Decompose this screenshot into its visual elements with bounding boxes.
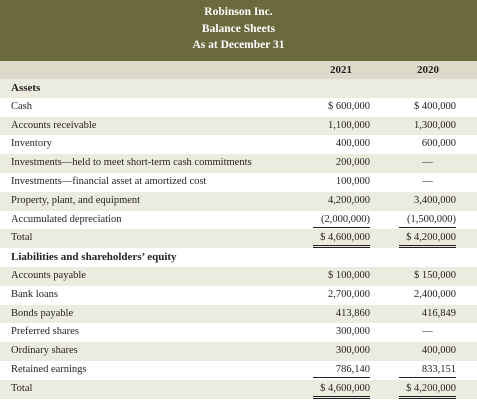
- table-row: [0, 305, 477, 324]
- table-row: [0, 323, 477, 342]
- value-2020: 1,300,000: [414, 119, 456, 131]
- value-2021: $ 4,600,000: [313, 383, 370, 399]
- row-label: Preferred shares: [11, 326, 79, 338]
- row-label: Bonds payable: [11, 307, 74, 319]
- table-row: [0, 286, 477, 305]
- section-heading-row: [0, 248, 477, 267]
- value-2021: 786,140: [313, 364, 370, 378]
- row-label: Investments—held to meet short-term cash commitments: [11, 157, 252, 169]
- value-2021: $ 600,000: [328, 100, 370, 112]
- value-2020: (1,500,000): [399, 214, 456, 228]
- table-row: [0, 117, 477, 136]
- section-heading-row: [0, 79, 477, 98]
- value-2020: $ 4,200,000: [399, 383, 456, 399]
- balance-sheet-rows: [0, 79, 477, 399]
- table-row: [0, 173, 477, 192]
- value-2020: $ 150,000: [414, 269, 456, 281]
- value-2020: $ 400,000: [414, 100, 456, 112]
- value-2021: 400,000: [335, 138, 370, 150]
- value-2020: 2,400,000: [414, 288, 456, 300]
- statement-date: As at December 31: [192, 39, 285, 51]
- value-2021: $ 100,000: [328, 269, 370, 281]
- row-label: Inventory: [11, 138, 52, 150]
- section-heading: Liabilities and shareholders’ equity: [11, 251, 177, 264]
- value-2021: 200,000: [335, 157, 370, 169]
- statement-title: Balance Sheets: [201, 22, 276, 35]
- value-2021: $ 4,600,000: [313, 232, 370, 248]
- value-2020: $ 4,200,000: [399, 232, 456, 248]
- row-label: Accumulated depreciation: [11, 213, 122, 225]
- row-label: Ordinary shares: [11, 345, 78, 357]
- row-label: Investments—financial asset at amortized cost: [11, 175, 207, 187]
- value-2021: 413,860: [335, 307, 370, 319]
- table-row: [0, 380, 477, 399]
- table-row: [0, 192, 477, 211]
- row-label: Retained earnings: [11, 363, 87, 375]
- value-2020: —: [422, 326, 433, 338]
- value-2021: (2,000,000): [313, 214, 370, 228]
- value-2021: 300,000: [335, 345, 370, 357]
- value-2021: 100,000: [335, 175, 370, 187]
- value-2020: —: [422, 175, 433, 187]
- table-row: [0, 229, 477, 248]
- row-label: Accounts payable: [11, 269, 86, 281]
- row-label: Total: [11, 232, 33, 244]
- value-2020: 833,151: [399, 364, 456, 378]
- value-2021: 1,100,000: [328, 119, 370, 131]
- value-2021: 300,000: [335, 326, 370, 338]
- table-row: [0, 154, 477, 173]
- table-row: [0, 267, 477, 286]
- company-name: Robinson Inc.: [204, 6, 273, 18]
- value-2021: 2,700,000: [328, 288, 370, 300]
- value-2020: 400,000: [421, 345, 456, 357]
- value-2020: 416,849: [421, 307, 456, 319]
- row-label: Cash: [11, 100, 32, 112]
- row-label: Total: [11, 382, 33, 394]
- table-row: [0, 211, 477, 230]
- column-header-row: [0, 61, 477, 79]
- table-row: [0, 342, 477, 361]
- statement-header: [0, 0, 477, 61]
- section-heading: Assets: [11, 82, 41, 94]
- table-row: [0, 98, 477, 117]
- column-header-2020: 2020: [417, 64, 439, 76]
- column-header-2021: 2021: [330, 64, 352, 76]
- row-label: Bank loans: [11, 288, 58, 300]
- row-label: Property, plant, and equipment: [11, 194, 141, 206]
- value-2021: 4,200,000: [328, 194, 370, 206]
- table-row: [0, 135, 477, 154]
- row-label: Accounts receivable: [11, 119, 97, 131]
- value-2020: 3,400,000: [414, 194, 456, 206]
- value-2020: 600,000: [421, 138, 456, 150]
- table-row: [0, 361, 477, 380]
- value-2020: —: [422, 157, 433, 169]
